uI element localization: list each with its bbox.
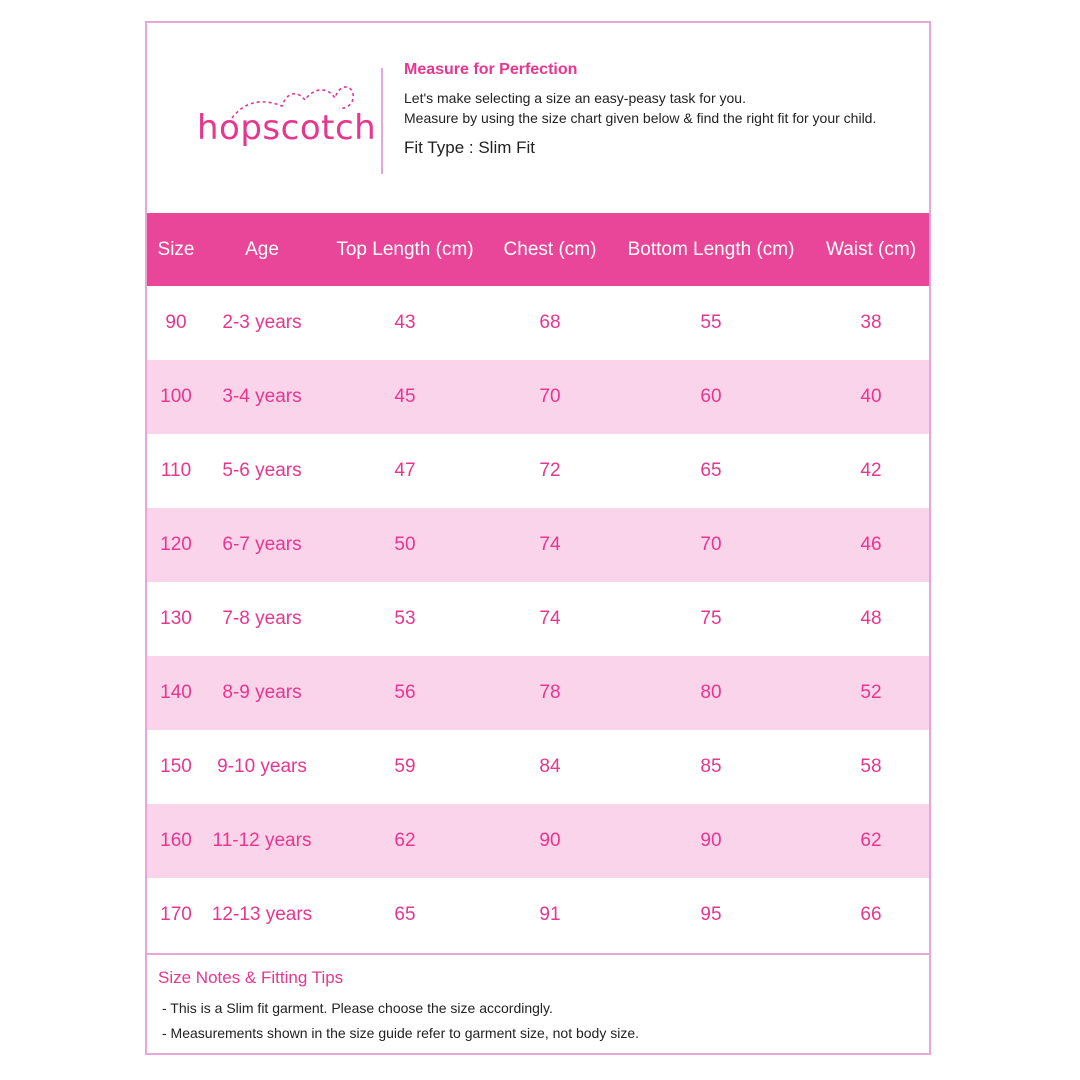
cell-top-length: 62 <box>394 830 416 851</box>
table-row <box>147 286 929 360</box>
cell-waist: 66 <box>860 904 882 925</box>
cell-waist: 48 <box>860 608 882 629</box>
cell-waist: 38 <box>860 312 882 333</box>
cell-bottom-length: 65 <box>700 460 722 481</box>
header-line-1: Let's make selecting a size an easy-peasy task for you. <box>404 90 746 106</box>
size-table <box>147 213 929 952</box>
cell-size: 100 <box>160 386 192 407</box>
cell-age: 8-9 years <box>222 682 302 703</box>
cell-bottom-length: 60 <box>700 386 722 407</box>
cell-age: 12-13 years <box>211 904 313 925</box>
header-line-2: Measure by using the size chart given below & find the right fit for your child. <box>404 110 877 126</box>
cell-waist: 62 <box>860 830 882 851</box>
cell-chest: 68 <box>539 312 561 333</box>
column-header-top-length: Top Length (cm) <box>336 238 474 260</box>
cell-size: 160 <box>160 830 192 851</box>
cell-size: 120 <box>160 534 192 555</box>
cell-waist: 42 <box>860 460 882 481</box>
cell-top-length: 47 <box>394 460 416 481</box>
table-row <box>147 582 929 656</box>
cell-size: 140 <box>160 682 192 703</box>
cell-top-length: 45 <box>394 386 416 407</box>
column-header-age: Age <box>245 238 279 260</box>
cell-age: 5-6 years <box>222 460 302 481</box>
cell-chest: 78 <box>539 682 561 703</box>
header-text <box>404 61 904 158</box>
table-row <box>147 656 929 730</box>
cell-top-length: 50 <box>394 534 416 555</box>
cell-top-length: 59 <box>394 756 416 777</box>
cell-age: 11-12 years <box>212 830 312 851</box>
table-row <box>147 730 929 804</box>
cell-age: 3-4 years <box>222 386 302 407</box>
note-item: - This is a Slim fit garment. Please choose the size accordingly. <box>162 1000 553 1016</box>
cell-bottom-length: 80 <box>700 682 722 703</box>
column-header-chest: Chest (cm) <box>503 238 597 260</box>
header-title: Measure for Perfection <box>404 61 578 78</box>
header-divider <box>381 68 383 174</box>
cell-top-length: 56 <box>394 682 416 703</box>
cell-waist: 46 <box>860 534 882 555</box>
cell-size: 90 <box>165 312 187 333</box>
cell-chest: 72 <box>539 460 561 481</box>
column-header-bottom-length: Bottom Length (cm) <box>627 238 795 260</box>
notes-title: Size Notes & Fitting Tips <box>158 968 344 987</box>
cell-chest: 84 <box>539 756 561 777</box>
cell-chest: 70 <box>539 386 561 407</box>
hopscotch-logo <box>197 78 377 168</box>
table-header-row <box>147 213 929 286</box>
cell-top-length: 53 <box>394 608 416 629</box>
cell-waist: 52 <box>860 682 882 703</box>
cell-bottom-length: 75 <box>700 608 722 629</box>
table-row <box>147 434 929 508</box>
size-notes <box>158 968 918 1046</box>
cell-bottom-length: 90 <box>700 830 722 851</box>
logo-text: hopscotch <box>197 108 377 148</box>
table-body <box>147 286 929 952</box>
cell-top-length: 43 <box>394 312 416 333</box>
cell-bottom-length: 55 <box>700 312 722 333</box>
cell-waist: 40 <box>860 386 882 407</box>
note-item: - Measurements shown in the size guide refer to garment size, not body size. <box>162 1025 640 1041</box>
fit-type-label: Fit Type : Slim Fit <box>404 138 535 157</box>
table-row <box>147 804 929 878</box>
cell-size: 170 <box>160 904 192 925</box>
cell-size: 110 <box>160 460 192 481</box>
size-chart-header <box>147 23 929 213</box>
cell-chest: 74 <box>539 534 561 555</box>
cell-age: 2-3 years <box>222 312 302 333</box>
column-header-waist: Waist (cm) <box>825 238 917 260</box>
cell-chest: 74 <box>539 608 561 629</box>
cell-age: 7-8 years <box>222 608 302 629</box>
cell-bottom-length: 95 <box>700 904 722 925</box>
table-row <box>147 360 929 434</box>
cell-age: 6-7 years <box>222 534 302 555</box>
cell-bottom-length: 70 <box>700 534 722 555</box>
size-chart-frame <box>145 21 931 1055</box>
column-header-size: Size <box>157 238 195 260</box>
table-row <box>147 508 929 582</box>
notes-divider <box>147 953 929 955</box>
cell-top-length: 65 <box>394 904 416 925</box>
table-row <box>147 878 929 952</box>
cell-size: 130 <box>160 608 192 629</box>
cell-chest: 90 <box>539 830 561 851</box>
cell-size: 150 <box>160 756 192 777</box>
cell-age: 9-10 years <box>217 756 307 777</box>
cell-waist: 58 <box>860 756 882 777</box>
cell-chest: 91 <box>539 904 561 925</box>
cell-bottom-length: 85 <box>700 756 722 777</box>
